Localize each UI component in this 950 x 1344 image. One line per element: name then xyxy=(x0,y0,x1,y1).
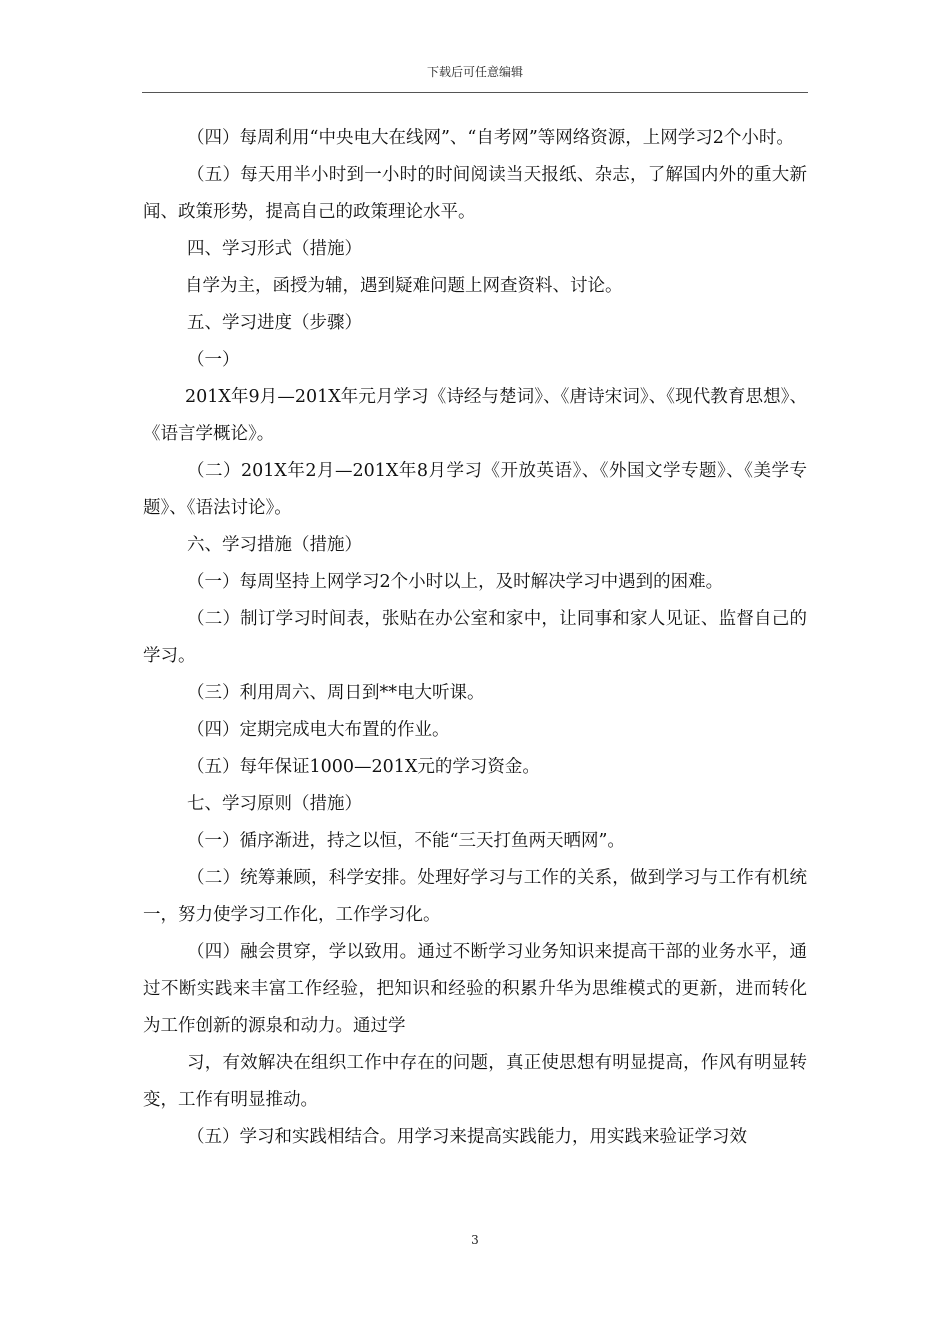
page-number: 3 xyxy=(471,1233,479,1247)
paragraph: 自学为主，函授为辅，遇到疑难问题上网查资料、讨论。 xyxy=(185,276,623,296)
paragraph: （五）每天用半小时到一小时的时间阅读当天报纸、杂志，了解国内外的重大新闻、政策形势，提高自己的政策理论水平。 xyxy=(143,165,807,222)
page-header: 下载后可任意编辑 xyxy=(426,65,523,79)
paragraph: （四）融会贯穿，学以致用。通过不断学习业务知识来提高干部的业务水平，通过不断实践来丰富工作经验，把知识和经验的积累升华为思维模式的更新，进而转化为工作创新的源泉和动力。通过学 xyxy=(143,942,807,1036)
section-heading: 四、学习形式（措施） xyxy=(187,239,362,259)
section-heading: 七、学习原则（措施） xyxy=(187,794,362,814)
header-divider xyxy=(142,92,808,93)
paragraph: （五）每年保证1000—201X元的学习资金。 xyxy=(187,757,540,777)
paragraph: （五）学习和实践相结合。用学习来提高实践能力，用实践来验证学习效 xyxy=(187,1127,747,1147)
paragraph: （二）201X年2月—201X年8月学习《开放英语》、《外国文学专题》、《美学专题》、《语法讨论》。 xyxy=(143,461,807,518)
paragraph: 201X年9月—201X年元月学习《诗经与楚词》、《唐诗宋词》、《现代教育思想》、《语言学概论》。 xyxy=(143,387,807,444)
paragraph: 习，有效解决在组织工作中存在的问题，真正使思想有明显提高，作风有明显转变，工作有明显推动。 xyxy=(143,1053,807,1110)
paragraph: （四）每周利用“中央电大在线网”、“自考网”等网络资源，上网学习2个小时。 xyxy=(187,128,794,148)
paragraph: （一） xyxy=(187,350,240,370)
document-body xyxy=(143,120,807,1156)
section-heading: 五、学习进度（步骤） xyxy=(187,313,362,333)
paragraph: （三）利用周六、周日到**电大听课。 xyxy=(187,683,485,703)
paragraph: （四）定期完成电大布置的作业。 xyxy=(187,720,450,740)
paragraph: （二）统筹兼顾，科学安排。处理好学习与工作的关系，做到学习与工作有机统一，努力使学习工作化，工作学习化。 xyxy=(143,868,807,925)
section-heading: 六、学习措施（措施） xyxy=(187,535,362,555)
paragraph: （一）每周坚持上网学习2个小时以上，及时解决学习中遇到的困难。 xyxy=(187,572,724,592)
paragraph: （二）制订学习时间表，张贴在办公室和家中，让同事和家人见证、监督自己的学习。 xyxy=(143,609,807,666)
paragraph: （一）循序渐进，持之以恒，不能“三天打鱼两天晒网”。 xyxy=(187,831,625,851)
